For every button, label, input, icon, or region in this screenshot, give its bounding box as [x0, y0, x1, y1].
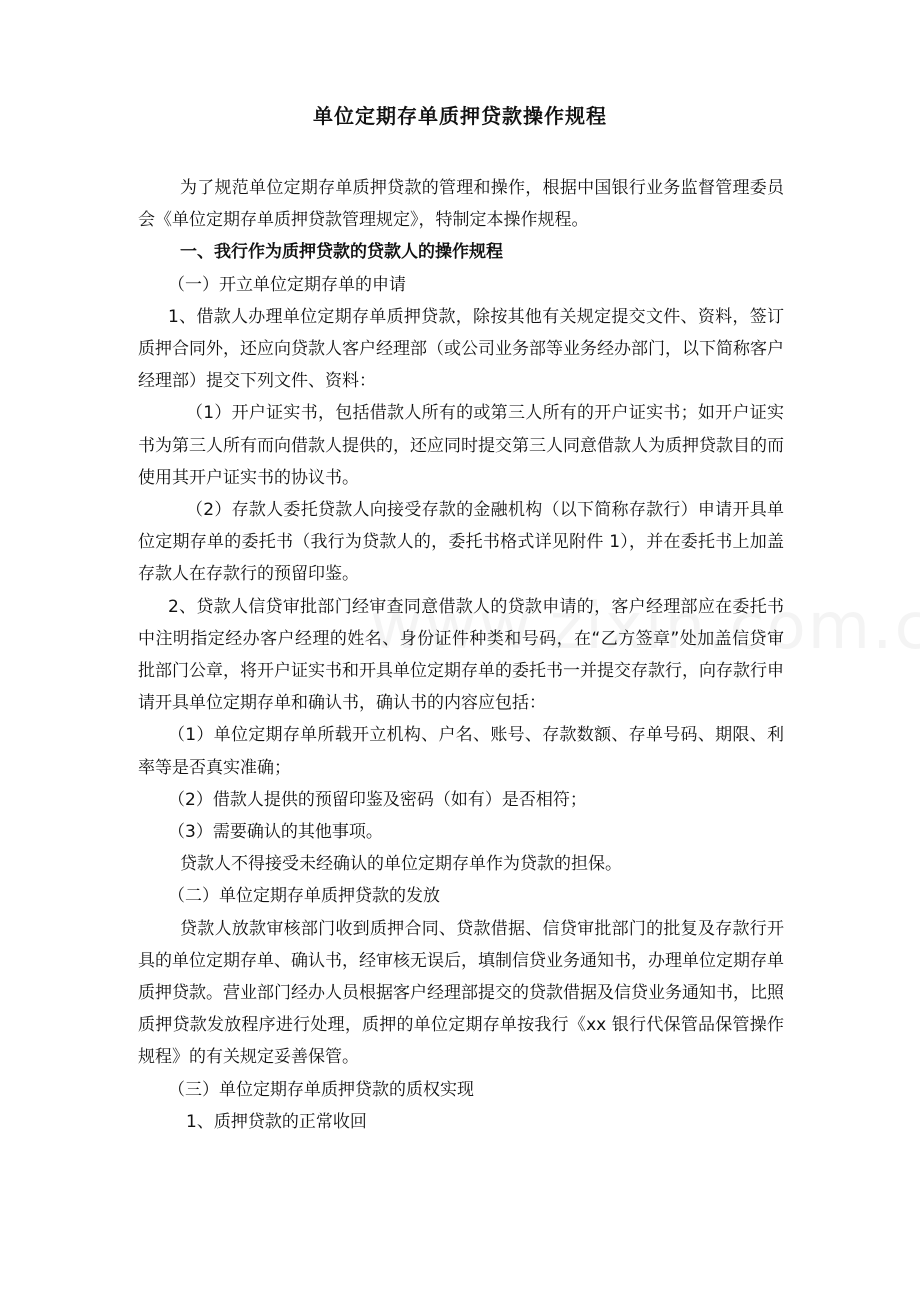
- list-item: （2）借款人提供的预留印鉴及密码（如有）是否相符；: [168, 789, 587, 810]
- paragraph: 贷款人不得接受未经确认的单位定期存单作为贷款的担保。: [180, 854, 622, 875]
- list-item: （1）单位定期存单所载开立机构、户名、账号、存款数额、存单号码、期限、利率等是否真实准确；: [138, 725, 784, 778]
- list-item: （3）需要确认的其他事项。: [168, 822, 383, 843]
- paragraph: 贷款人放款审核部门收到质押合同、贷款借据、信贷审批部门的批复及存款行开具的单位定期存单、确认书，经审核无误后，填制信贷业务通知书，办理单位定期存单质押贷款。营业部门经办人员根据客户经理部提交的贷款借据及信贷业务通知书，比照质押贷款发放程序进行处理，质押的单位定期存单按我行《xx 银行代保管品保管操作规程》的有关规定妥善保管。: [138, 918, 784, 1068]
- list-item: （1）开户证实书，包括借款人所有的或第三人所有的开户证实书；如开户证实书为第三人所有而向借款人提供的，还应同时提交第三人同意借款人为质押贷款目的而使用其开户证实书的协议书。: [138, 403, 784, 488]
- subsection-heading: （一）开立单位定期存单的申请: [168, 274, 406, 295]
- subsection-heading: （二）单位定期存单质押贷款的发放: [168, 886, 440, 907]
- list-item: 1、质押贷款的正常收回: [186, 1111, 367, 1132]
- document-body: [138, 172, 784, 1138]
- paragraph: 1、借款人办理单位定期存单质押贷款，除按其他有关规定提交文件、资料，签订质押合同外，还应向贷款人客户经理部（或公司业务部等业务经办部门，以下简称客户经理部）提交下列文件、资料：: [138, 306, 784, 392]
- subsection-heading: （三）单位定期存单质押贷款的质权实现: [168, 1079, 474, 1100]
- intro-paragraph: 为了规范单位定期存单质押贷款的管理和操作，根据中国银行业务监督管理委员会《单位定期存单质押贷款管理规定》，特制定本操作规程。: [138, 178, 784, 231]
- section-heading: 一、我行作为质押贷款的贷款人的操作规程: [180, 242, 503, 263]
- document-title: 单位定期存单质押贷款操作规程: [313, 104, 607, 128]
- paragraph: 2、贷款人信贷审批部门经审查同意借款人的贷款申请的，客户经理部应在委托书中注明指定经办客户经理的姓名、身份证件种类和号码，在“乙方签章”处加盖信贷审批部门公章，将开户证实书和开具单位定期存单的委托书一并提交存款行，向存款行申请开具单位定期存单和确认书，确认书的内容应包括：: [138, 596, 784, 714]
- list-item: （2）存款人委托贷款人向接受存款的金融机构（以下简称存款行）申请开具单位定期存单的委托书（我行为贷款人的，委托书格式详见附件 1），并在委托书上加盖存款人在存款行的预留印鉴。: [138, 500, 784, 585]
